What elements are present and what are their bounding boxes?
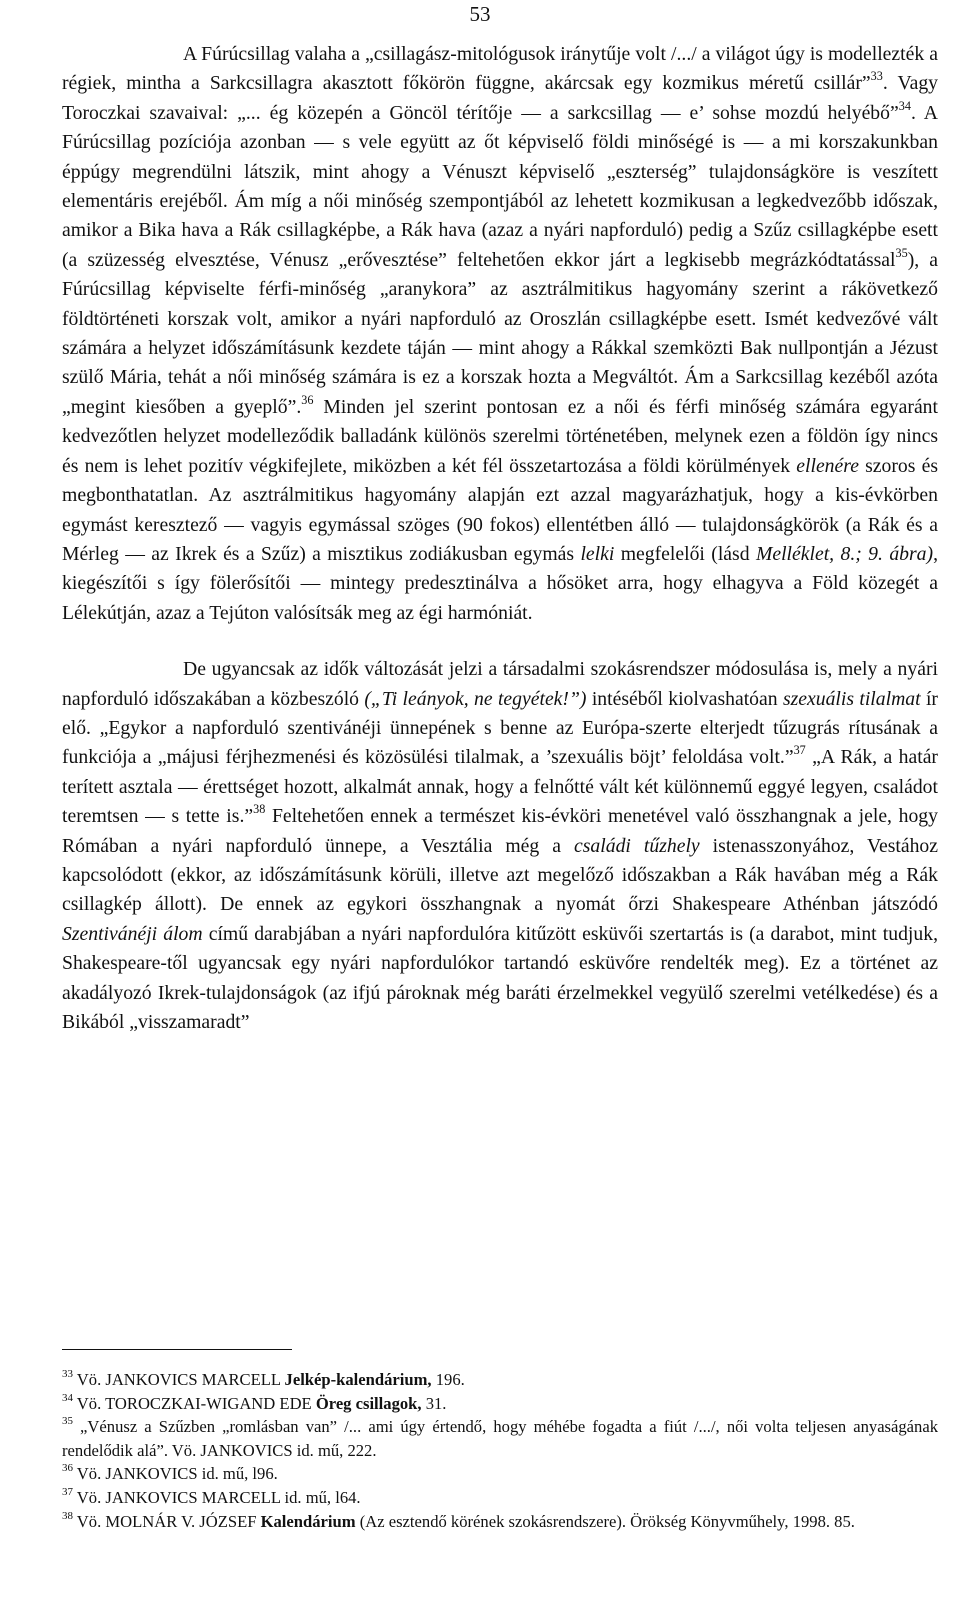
footnote-ref: 34 xyxy=(62,1391,73,1404)
text-run: 31. xyxy=(421,1393,447,1413)
footnote xyxy=(62,1462,938,1486)
italic-text: lelki xyxy=(580,542,615,565)
text-run: megfelelői (lásd xyxy=(614,542,756,565)
footnote-ref: 33 xyxy=(870,69,883,84)
footnote-ref: 35 xyxy=(895,246,908,261)
italic-text: („Ti leányok, ne tegyétek!”) xyxy=(364,687,587,710)
text-run: Vö. JANKOVICS MARCELL id. mű, l64. xyxy=(72,1487,361,1507)
text-run: . A Fúrúcsillag pozíciója azonban — s vele együtt az őt képviselő földi minőségé is — a mi korszakunkban éppúgy megrendülni látszik, mint ahogy a Vénuszt képviselő „eszterség” tulajdonságköre is veszített elementáris erejéből. Ám míg a női minőség szempontjából az lehetett kozmikusan a legkedvezőbb időszak, amikor a Bika hava a Rák csillagképbe, a Rák hava (azaz a nyári napforduló) pedig a Szűz csillagképbe esett (a szüzesség elvesztése, Vénusz „erővesztése” feltehetően ekkor járt a legkisebb megrázkódtatással xyxy=(62,101,938,271)
footnote-ref: 37 xyxy=(793,743,806,758)
footnote-ref: 38 xyxy=(62,1509,73,1522)
footnotes xyxy=(62,1349,938,1533)
page-number: 53 xyxy=(469,2,491,26)
footnote-ref: 38 xyxy=(253,802,266,817)
text-run: . Vagy Toroczkai szavaival: „... ég közepén a Göncöl térítője — a sarkcsillag — e’ sohse mozdú helyébő” xyxy=(62,72,939,124)
footnote xyxy=(62,1486,938,1510)
text-run: Vö. MOLNÁR V. JÓZSEF xyxy=(72,1511,261,1531)
italic-text: szexuális tilalmat xyxy=(782,687,921,710)
footnote-ref: 35 xyxy=(62,1415,73,1428)
bold-text: Öreg csillagok, xyxy=(315,1393,422,1413)
footnote-ref: 36 xyxy=(301,393,314,408)
text-run: intéséből kiolvashatóan xyxy=(586,687,783,710)
footnote xyxy=(62,1368,938,1392)
paragraph xyxy=(62,655,938,1037)
bold-text: Kalendárium xyxy=(260,1511,356,1531)
text-run: szoros és megbonthatatlan. Az asztrálmitikus hagyomány alapján ezt azzal magyarázhatjuk, hogy a kis-évkörben egymást keresztező — vagyis egymással szöges (90 fokos) ellentétben álló — tulajdonságkörök (a Rák és a Mérleg — az Ikrek és a Szűz) a misztikus zodiákusban egymás xyxy=(62,454,938,565)
italic-text: ellenére xyxy=(796,454,859,477)
main-text xyxy=(62,40,938,1037)
text-run: „Vénusz a Szűzben „romlásban van” /... ami úgy értendő, hogy méhébe fogadta a fiút /.../, női volta teljesen anyaságának rendelődik alá”. Vö. JANKOVICS id. mű, 222. xyxy=(62,1417,938,1460)
italic-text: Szentivánéji álom xyxy=(62,922,203,945)
text-run: 196. xyxy=(431,1370,465,1389)
text-run: Vö. JANKOVICS MARCELL xyxy=(72,1370,285,1389)
text-run: ír elő. „Egykor a napforduló szentivánéji ünnepének s benne az Európa-szerte elterjedt tűzugrás rítusának a funkciója a „májusi férjhezmenési és közösülési tilalmak, a ’szexuális böjt’ feloldása volt.” xyxy=(62,687,938,769)
text-run: Vö. JANKOVICS id. mű, l96. xyxy=(72,1464,278,1484)
text-run: Feltehetően ennek a természet kis-évköri menetével való összhangnak a jele, hogy Rómában a nyári napforduló ünnepe, a Vesztália még a xyxy=(62,805,938,857)
footnote-ref: 36 xyxy=(62,1462,73,1475)
text-run: Minden jel szerint pontosan ez a női és férfi minőség számára egyaránt kedvezőtlen helyzet modelleződik balladánk különös szerelmi történetében, melynek ezen a földön így nincs és nem is lehet pozitív végkifejlete, miközben a két fél összetartozása a földi körülmények xyxy=(62,395,938,477)
text-run: (Az esztendő körének szokásrendszere). Örökség Könyvműhely, 1998. 85. xyxy=(355,1511,855,1531)
text-run: , kiegészítői s így fölerősítői — mintegy predesztinálva a hősöket arra, hogy elhagyva a Föld közegét a Lélekútján, azaz a Tejúton valósítsák meg az égi harmóniát. xyxy=(62,542,938,624)
text-run: istenasszonyához, Vestához kapcsolódott (ekkor, az időszámításunk körüli, illetve azt megelőző időszakban a Rák havában még a Rák csillagkép állott). De ennek az egykori összhangnak a nyomát őrzi Shakespeare Athénban játszódó xyxy=(62,834,939,916)
bold-text: Jelkép-kalendárium, xyxy=(284,1370,432,1389)
text-run: „A Rák, a határ terített asztala — érettséget hozott, alkalmát annak, hogy a felnőtté vált két különnemű eggyé legyen, családot teremtsen — s tette is.” xyxy=(62,746,938,828)
footnote xyxy=(62,1415,938,1462)
footnote-ref: 37 xyxy=(62,1486,73,1499)
footnote xyxy=(62,1392,938,1416)
footnote xyxy=(62,1510,938,1534)
italic-text: Melléklet, 8.; 9. ábra) xyxy=(755,542,934,565)
footnote-separator xyxy=(62,1349,292,1350)
text-run: A Fúrúcsillag valaha a „csillagász-mitológusok iránytűje volt /.../ a világot úgy is modellezték a régiek, mintha a Sarkcsillagra akasztott főkörön függne, akárcsak egy kozmikus méretű csillár” xyxy=(62,43,938,95)
text-run: ), a Fúrúcsillag képviselte férfi-minőség „aranykora” az asztrálmitikus hagyomány szerint a rákövetkező földtörténeti korszak volt, amikor a nyári napforduló az Oroszlán csillagképbe esett. Ismét kedvezővé vált számára a helyzet időszámításunk kezdete táján — mint ahogy a Rákkal szemközti Bak nullpontján a Jézust szülő Mária, tehát a női minőség számára is ez a korszak hozta a Megváltót. Ám a Sarkcsillag kezéből azóta „megint kiesőben a gyeplő”. xyxy=(62,248,939,418)
italic-text: családi tűzhely xyxy=(574,834,700,857)
text-run: De ugyancsak az idők változását jelzi a társadalmi szokásrendszer módosulása is, mely a nyári napforduló időszakában a közbeszóló xyxy=(62,658,938,710)
paragraph xyxy=(62,40,938,628)
text-run: Vö. TOROCZKAI-WIGAND EDE xyxy=(72,1393,316,1413)
footnote-ref: 33 xyxy=(62,1368,73,1381)
footnote-ref: 34 xyxy=(898,99,911,114)
text-run: című darabjában a nyári napfordulóra kitűzött esküvői szertartás is (a darabot, mint tudjuk, Shakespeare-től ugyancsak egy nyári napfordulókor tartandó esküvőre rendelték meg). Ez a történet az akadályozó Ikrek-tulajdonságok (az ifjú pároknak még baráti érzelmekkel vegyülő szerelmi vetélkedése) és a Bikából „visszamaradt” xyxy=(62,922,938,1033)
